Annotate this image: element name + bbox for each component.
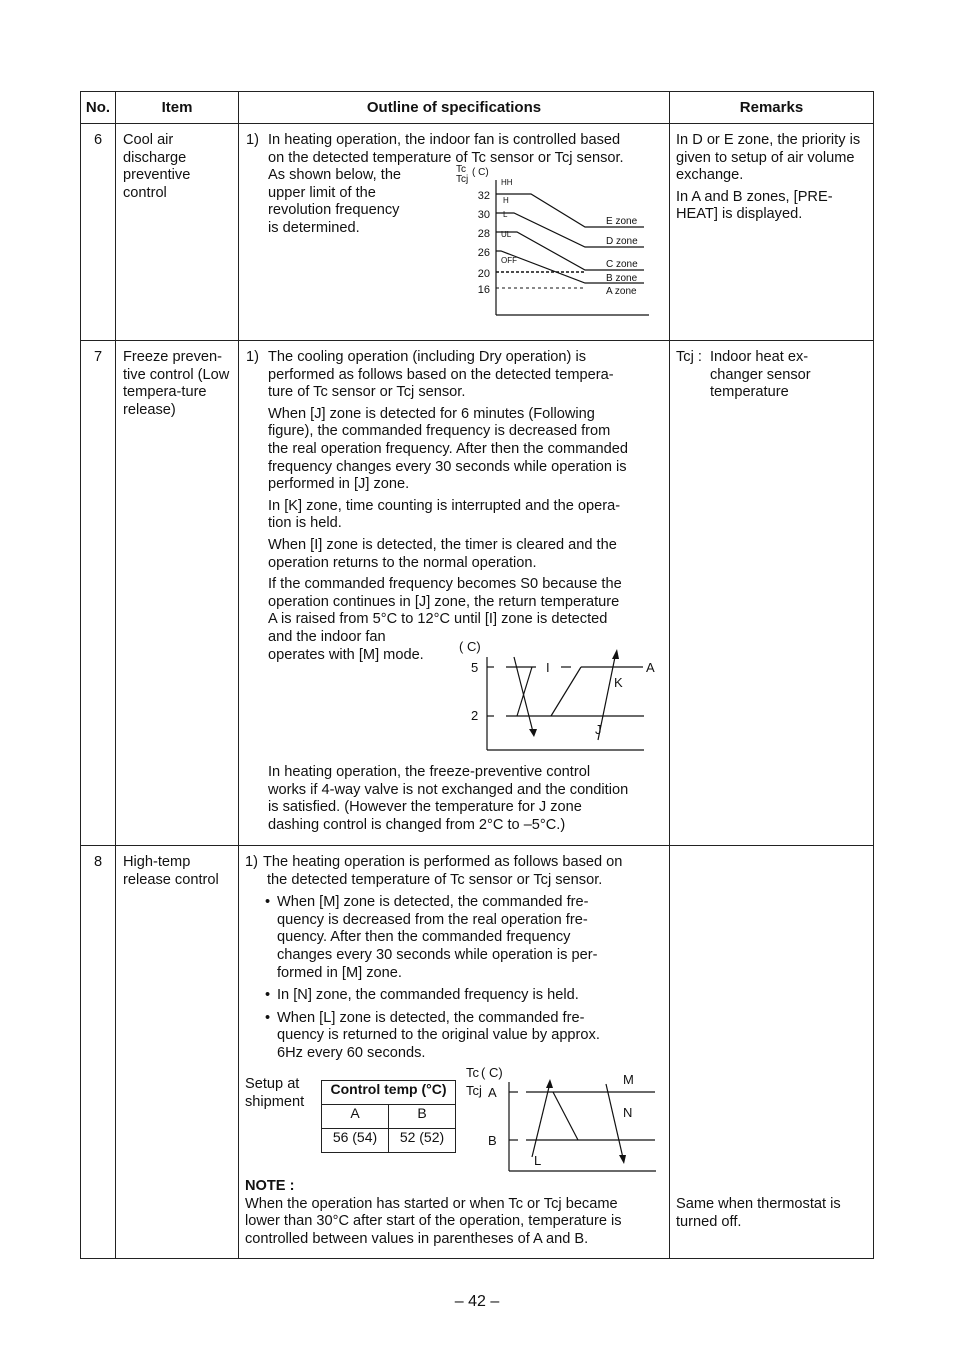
row7-p6-line-2: works if 4-way valve is not exchanged and the condition xyxy=(268,781,629,798)
control-temp-table xyxy=(321,1080,456,1153)
high-tick-a: A xyxy=(488,1085,497,1100)
freeze-rise-line-2 xyxy=(551,667,581,716)
row6-item: Cool air discharge preventive control xyxy=(116,124,239,341)
fan-level-off: OFF xyxy=(501,256,517,265)
row8-bullet-2: • In [N] zone, the commanded frequency is held. xyxy=(265,987,579,1004)
freeze-zone-j: J xyxy=(595,722,602,737)
row7-p2-line-5: performed in [J] zone. xyxy=(268,476,410,493)
header-no: No. xyxy=(81,92,116,124)
row6-spec-left-3: revolution frequency xyxy=(268,202,400,219)
row6-spec-left-1: As shown below, the xyxy=(268,167,402,184)
row8-spec-line-2: the detected temperature of Tc sensor or Tcj sensor. xyxy=(267,871,603,888)
row8-spec xyxy=(239,846,670,1259)
fan-tick-16: 16 xyxy=(477,284,490,296)
row7-p5-line-1: If the commanded frequency becomes S0 because the xyxy=(268,576,622,593)
row6-remarks-1: In D or E zone, the priority is given to setup of air volume exchange. xyxy=(676,132,861,184)
fan-control-chart xyxy=(449,162,664,322)
freeze-zone-i: I xyxy=(546,660,550,675)
row6-remarks xyxy=(670,124,874,341)
row8-bullet-1: • When [M] zone is detected, the commanded fre- quency is decreased from the real operation fre- quency. After then the commanded frequency changes every 30 seconds while operation is per- formed in [M] zone. xyxy=(265,894,598,981)
freeze-chart-unit: ( C) xyxy=(459,639,481,654)
row7-p1-line-1: The cooling operation (including Dry operation) is xyxy=(268,349,586,365)
row8-item: High-temp release control xyxy=(116,846,239,1259)
row7-spec xyxy=(239,341,670,846)
fan-tick-28: 28 xyxy=(477,228,490,240)
note-block xyxy=(245,1178,663,1248)
control-temp-val-b: 52 (52) xyxy=(389,1129,456,1153)
fan-tick-30: 30 xyxy=(477,209,490,221)
row6-spec-left-4: is determined. xyxy=(268,219,360,236)
row7-p5-line-5: operates with [M] mode. xyxy=(268,646,424,663)
row8-spec-number: 1) xyxy=(245,854,258,870)
fan-zone-c: C zone xyxy=(606,259,638,270)
fan-zone-b: B zone xyxy=(606,273,638,284)
row7-p6-line-3: is satisfied. (However the temperature for J zone xyxy=(268,799,582,816)
row7-no: 7 xyxy=(81,341,116,846)
row7-p3-line-2: tion is held. xyxy=(268,515,342,532)
row7-remarks-line-3: temperature xyxy=(710,384,789,401)
high-zone-m: M xyxy=(623,1072,634,1087)
freeze-zone-a: A xyxy=(646,660,655,675)
control-temp-val-a: 56 (54) xyxy=(322,1129,389,1153)
control-temp-col-a: A xyxy=(322,1105,389,1129)
freeze-zone-k: K xyxy=(614,675,623,690)
note-line-1: When the operation has started or when Tc or Tcj became xyxy=(245,1195,618,1212)
freeze-tick-5: 5 xyxy=(471,660,479,675)
row6-spec-line-1: In heating operation, the indoor fan is controlled based xyxy=(268,132,621,148)
high-drop-line xyxy=(553,1092,578,1140)
row7-p2-line-4: frequency changes every 30 seconds while operation is xyxy=(268,458,627,475)
row8-no: 8 xyxy=(81,846,116,1259)
row7-item: Freeze preven-tive control (Low tempera-ture release) xyxy=(116,341,239,846)
high-fall-line xyxy=(606,1084,623,1158)
row7-p1-line-2: performed as follows based on the detected tempera- xyxy=(268,366,614,383)
high-zone-l: L xyxy=(534,1153,542,1168)
fan-chart-axis-top: Tc xyxy=(456,164,466,175)
high-chart-axis-unit: ( C) xyxy=(481,1065,503,1080)
freeze-recover-arrow xyxy=(612,649,619,659)
row7-p5-line-3: A is raised from 5°C to 12°C until [I] zone is detected xyxy=(268,611,608,628)
header-row xyxy=(81,92,874,124)
fan-tick-20: 20 xyxy=(477,268,490,280)
fan-tick-32: 32 xyxy=(477,190,490,202)
spec-table xyxy=(80,91,874,1259)
high-chart-axis-bottom: Tcj xyxy=(466,1083,482,1098)
high-tick-b: B xyxy=(488,1133,497,1148)
header-item: Item xyxy=(116,92,239,124)
high-zone-n: N xyxy=(623,1105,633,1120)
control-temp-header: Control temp (°C) xyxy=(322,1081,456,1105)
fan-zone-e: E zone xyxy=(606,216,638,227)
row6-spec-number: 1) xyxy=(246,132,259,148)
row7-p1-line-3: ture of Tc sensor or Tcj sensor. xyxy=(268,384,466,401)
row-6 xyxy=(81,124,874,341)
freeze-rise-line-1 xyxy=(517,667,532,716)
row7-p4-line-1: When [I] zone is detected, the timer is cleared and the xyxy=(268,536,617,553)
freeze-tick-2: 2 xyxy=(471,708,479,723)
row-8 xyxy=(81,846,874,1259)
high-temp-chart xyxy=(461,1064,666,1174)
fan-zone-a: A zone xyxy=(606,286,637,297)
fan-level-l: L xyxy=(503,210,508,219)
fan-zone-d: D zone xyxy=(606,236,638,247)
row7-spec-number: 1) xyxy=(246,349,259,365)
row6-spec xyxy=(239,124,670,341)
row7-remarks-line-1: Indoor heat ex- xyxy=(710,349,809,365)
row6-spec-line-2: on the detected temperature of Tc sensor or Tcj sensor. xyxy=(268,149,624,166)
note-line-3: controlled between values in parentheses of A and B. xyxy=(245,1230,589,1247)
row7-p4-line-2: operation returns to the normal operation. xyxy=(268,554,537,571)
row6-remarks-2: In A and B zones, [PRE-HEAT] is displayed. xyxy=(676,188,833,223)
row7-p2-line-3: the real operation frequency. After then the commanded xyxy=(268,440,628,457)
row7-p5-line-4: and the indoor fan xyxy=(268,628,386,645)
row7-p2-line-1: When [J] zone is detected for 6 minutes (Following xyxy=(268,405,595,422)
high-fall-arrow xyxy=(619,1155,626,1164)
row6-no: 6 xyxy=(81,124,116,341)
fan-tick-26: 26 xyxy=(477,247,490,259)
fan-level-ul: UL xyxy=(501,230,512,239)
setup-label: Setup at shipment xyxy=(245,1076,305,1110)
fan-chart-axis-bottom: Tcj xyxy=(456,174,469,185)
row7-p6-line-1: In heating operation, the freeze-preventive control xyxy=(268,764,591,781)
freeze-control-chart xyxy=(454,637,664,757)
fan-level-hh: HH xyxy=(501,178,513,187)
row8-spec-line-1: The heating operation is performed as follows based on xyxy=(263,854,623,870)
fan-chart-axis-unit: ( C) xyxy=(472,167,489,178)
header-outline: Outline of specifications xyxy=(239,92,670,124)
row6-spec-left-2: upper limit of the xyxy=(268,184,376,201)
row-7 xyxy=(81,341,874,846)
control-temp-col-b: B xyxy=(389,1105,456,1129)
row7-p2-line-2: figure), the commanded frequency is decreased from xyxy=(268,423,611,440)
row8-remarks-cell xyxy=(670,846,874,1259)
note-line-2: lower than 30°C after start of the operation, temperature is xyxy=(245,1213,622,1230)
row8-bullet-3: • When [L] zone is detected, the commanded fre- quency is returned to the original value by approx. 6Hz every 60 seconds. xyxy=(265,1009,600,1061)
row7-remarks-label: Tcj : xyxy=(676,349,702,365)
row7-p3-line-1: In [K] zone, time counting is interrupted and the opera- xyxy=(268,497,621,514)
row7-p5-line-2: operation continues in [J] zone, the return temperature xyxy=(268,593,620,610)
note-title: NOTE : xyxy=(245,1178,295,1194)
row8-remarks: Same when thermostat is turned off. xyxy=(676,1196,841,1230)
row7-remarks xyxy=(670,341,874,846)
header-remarks: Remarks xyxy=(670,92,874,124)
fan-level-h: H xyxy=(503,196,509,205)
freeze-drop-arrow xyxy=(529,729,537,737)
page-number: – 42 – xyxy=(454,1293,500,1310)
row7-p6-line-4: dashing control is changed from 2°C to –5°C.) xyxy=(268,816,566,833)
high-rise-line xyxy=(532,1087,549,1157)
row7-remarks-line-2: changer sensor xyxy=(710,366,811,383)
high-chart-axis-top: Tc xyxy=(466,1065,479,1080)
high-rise-arrow xyxy=(546,1079,553,1088)
